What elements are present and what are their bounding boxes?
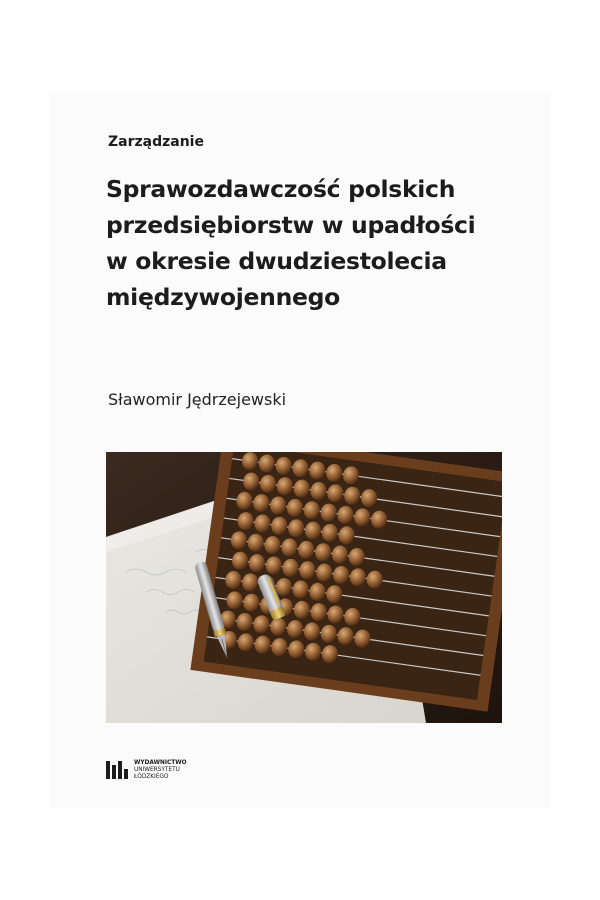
publisher-line-3: ŁÓDZKIEGO xyxy=(134,773,169,780)
title-line-1: Sprawozdawczość polskich xyxy=(106,175,456,203)
abacus-pen-paper-photo xyxy=(106,452,502,723)
book-title xyxy=(106,171,526,315)
publisher-line-2: UNIWERSYTETU xyxy=(134,766,180,773)
title-line-3: w okresie dwudziestolecia xyxy=(106,247,447,275)
wul-logo-icon xyxy=(106,759,128,781)
series-label: Zarządzanie xyxy=(108,134,204,150)
publisher-block xyxy=(106,757,187,783)
title-line-4: międzywojennego xyxy=(106,283,341,311)
author-name: Sławomir Jędrzejewski xyxy=(108,390,287,409)
cover-photo xyxy=(106,452,502,723)
publisher-line-1: WYDAWNICTWO xyxy=(134,759,187,766)
publisher-name xyxy=(134,760,187,781)
title-line-2: przedsiębiorstw w upadłości xyxy=(106,211,476,239)
